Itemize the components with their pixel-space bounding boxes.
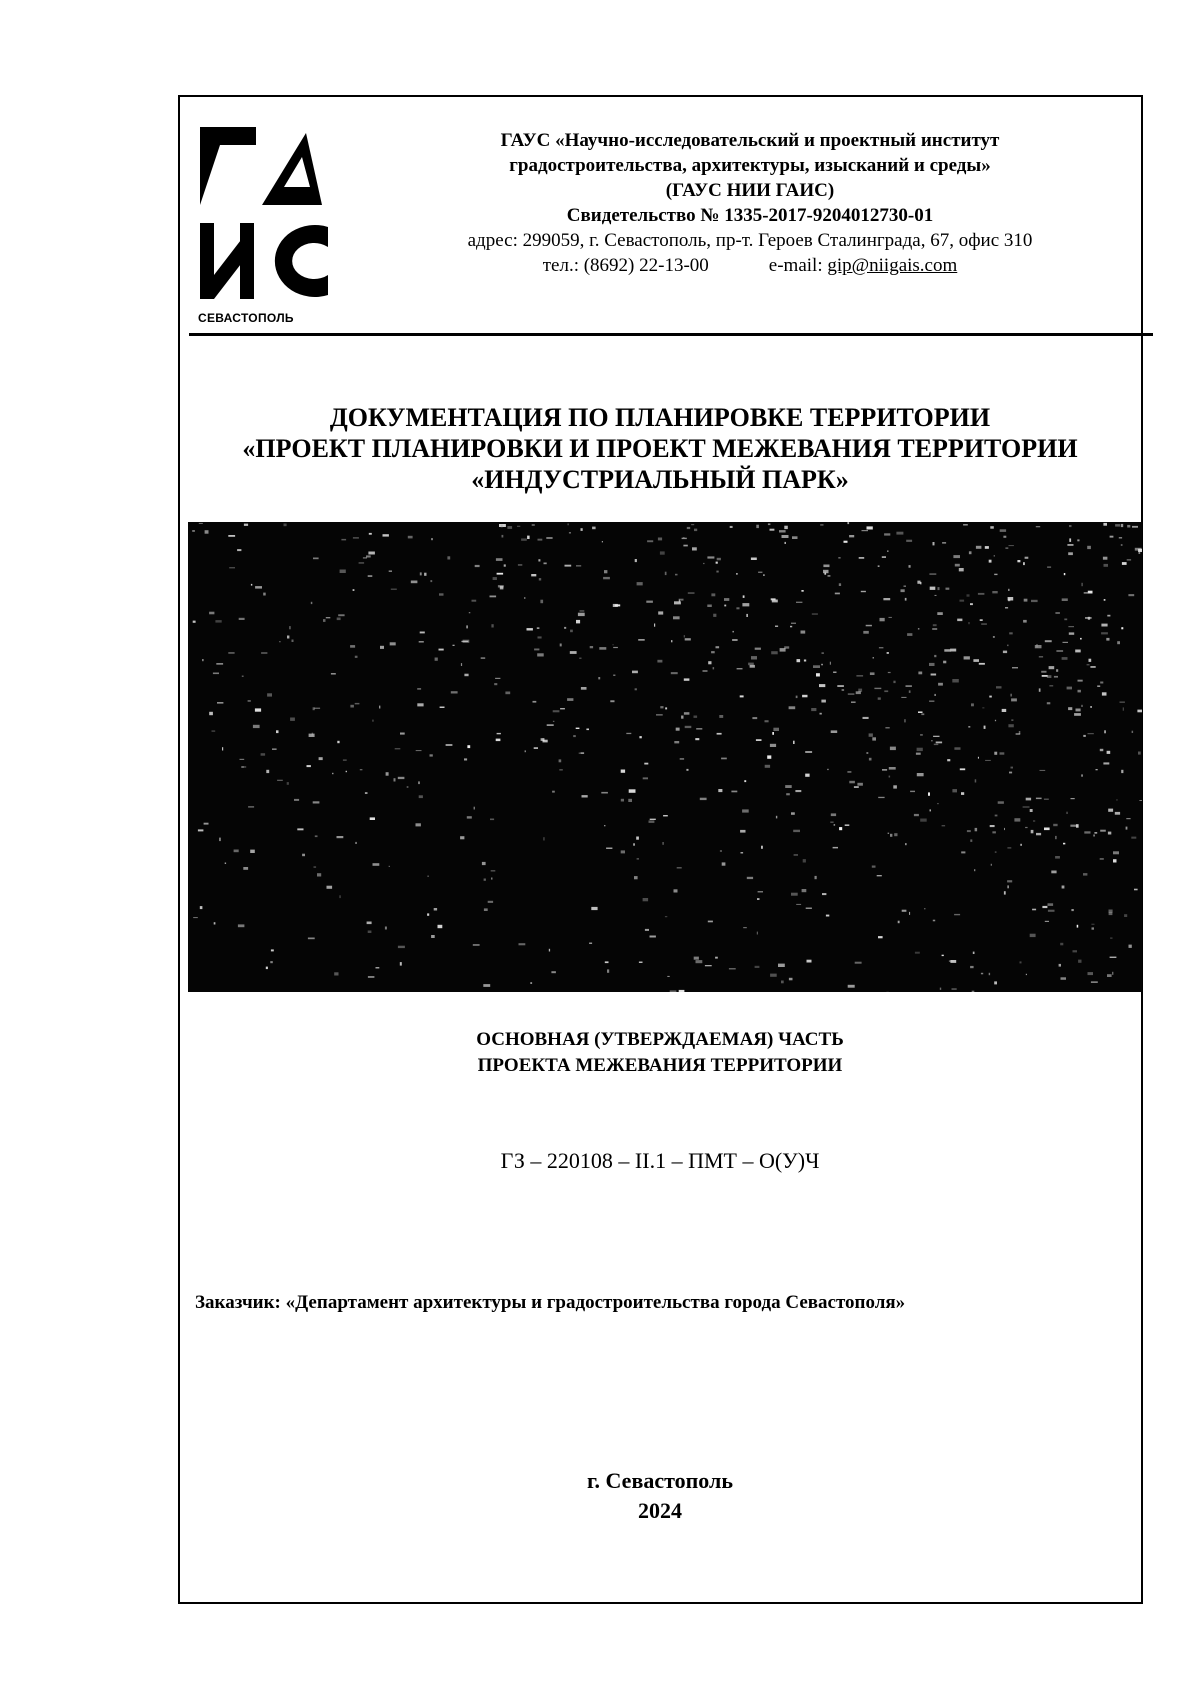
subtitle-line2: ПРОЕКТА МЕЖЕВАНИЯ ТЕРРИТОРИИ [477, 1055, 843, 1076]
organization-block [380, 128, 1120, 278]
org-short-name: (ГАУС НИИ ГАИС) [665, 180, 835, 201]
footer-city: г. Севастополь [587, 1468, 733, 1493]
org-name-line1: ГАУС «Научно-исследовательский и проектный институт [500, 130, 1000, 151]
title-line1: ДОКУМЕНТАЦИЯ ПО ПЛАНИРОВКЕ ТЕРРИТОРИИ [329, 403, 991, 432]
subtitle-line1: ОСНОВНАЯ (УТВЕРЖДАЕМАЯ) ЧАСТЬ [476, 1029, 844, 1050]
org-phone: тел.: (8692) 22-13-00 [542, 255, 709, 276]
title-line3: «ИНДУСТРИАЛЬНЫЙ ПАРК» [471, 465, 849, 494]
logo-mark-icon [198, 125, 330, 305]
aerial-photo-image [188, 522, 1142, 992]
org-address: адрес: 299059, г. Севастополь, пр-т. Героев Сталинграда, 67, офис 310 [467, 230, 1033, 251]
header-divider [189, 333, 1153, 336]
customer-line: Заказчик: «Департамент архитектуры и градостроительства города Севастополя» [195, 1292, 906, 1313]
org-contacts [380, 253, 1120, 278]
document-title [190, 402, 1130, 495]
document-subtitle [190, 1027, 1130, 1079]
org-email-label: e-mail: [768, 255, 828, 276]
logo-caption: СЕВАСТОПОЛЬ [198, 311, 294, 325]
aerial-city-photo [188, 522, 1142, 992]
document-code: ГЗ – 220108 – II.1 – ПМТ – О(У)Ч [500, 1148, 820, 1173]
place-and-year [190, 1466, 1130, 1526]
title-line2: «ПРОЕКТ ПЛАНИРОВКИ И ПРОЕКТ МЕЖЕВАНИЯ ТЕРРИТОРИИ [242, 434, 1078, 463]
institute-logo [198, 125, 330, 325]
org-name-line2: градостроительства, архитектуры, изысканий и среды» [509, 155, 991, 176]
footer-year: 2024 [638, 1498, 682, 1523]
org-email-link[interactable]: gip@niigais.com [827, 255, 958, 276]
org-certificate: Свидетельство № 1335-2017-9204012730-01 [566, 205, 934, 226]
